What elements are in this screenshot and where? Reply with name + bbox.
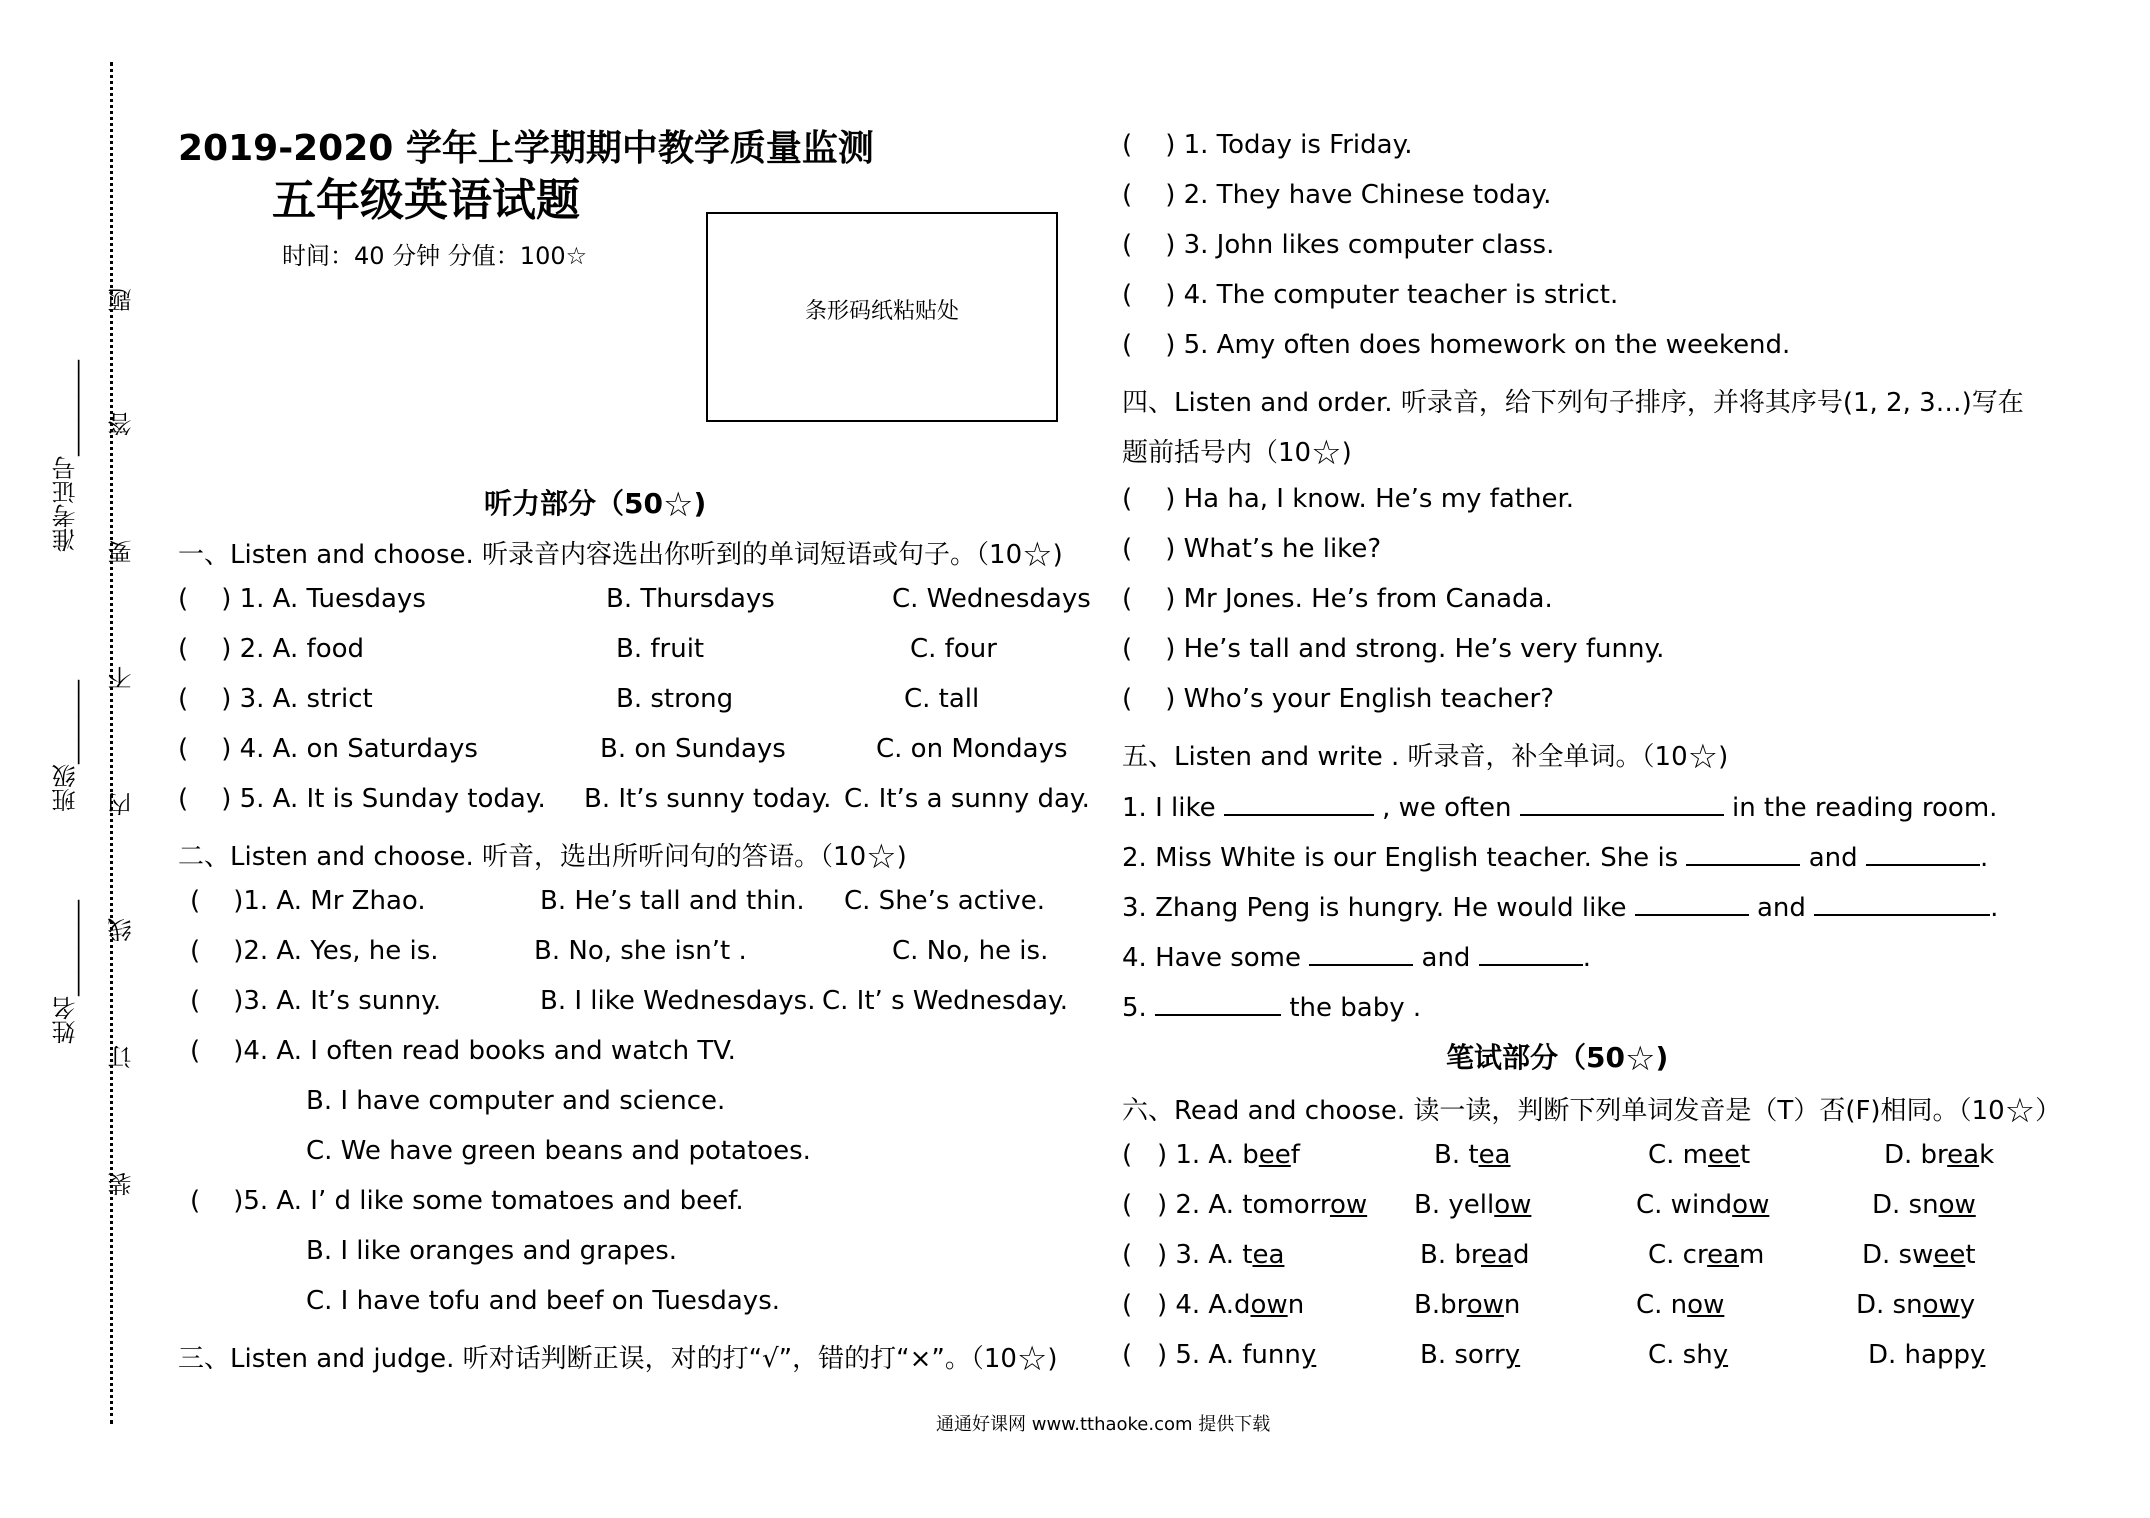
option-b: B. tea (1434, 1140, 1511, 1170)
fill-line-3: 3. Zhang Peng is hungry. He would like and . (1122, 886, 1998, 923)
list-item: ( ) 3. A. strict (178, 684, 373, 714)
star-icon: ☆ (1016, 1339, 1048, 1379)
section5-title: 五、Listen and write . 听录音，补全单词。（10☆) (1122, 737, 1729, 777)
star-icon: ☆ (1022, 535, 1053, 575)
list-item: ( ) Who’s your English teacher? (1122, 684, 1555, 714)
option-b: B. strong (616, 684, 734, 714)
list-item: ( )3. A. It’s sunny. (190, 986, 442, 1016)
binding-dotted-line (110, 62, 113, 1424)
star-icon: ☆ (2004, 1091, 2036, 1131)
star-icon: ☆ (1624, 1039, 1656, 1079)
list-item: ( )4. A. I often read books and watch TV. (190, 1036, 736, 1066)
blank-input[interactable] (1479, 936, 1583, 966)
fill-line-4: 4. Have some and . (1122, 936, 1591, 973)
binding-char: 内 (108, 792, 136, 816)
option-b: B. fruit (616, 634, 705, 664)
section6-title: 六、Read and choose. 读一读，判断下列单词发音是（T）否(F)相同。（10☆） (1122, 1091, 2062, 1131)
exam-subtitle: 五年级英语试题 (272, 175, 580, 226)
blank-input[interactable] (1635, 886, 1749, 916)
list-item: ( ) 2. They have Chinese today. (1122, 180, 1552, 210)
option-c: C. window (1636, 1190, 1770, 1220)
option-c: C. on Mondays (876, 734, 1068, 764)
option-b: B.brown (1414, 1290, 1521, 1320)
option-b: B. I like oranges and grapes. (306, 1236, 678, 1266)
option-c: C. We have green beans and potatoes. (306, 1136, 811, 1166)
star-icon: ☆ (866, 837, 897, 877)
list-item: ( )5. A. I’ d like some tomatoes and beef. (190, 1186, 744, 1216)
option-c: C. I have tofu and beef on Tuesdays. (306, 1286, 781, 1316)
blank-input[interactable] (1866, 836, 1980, 866)
option-d: D. snowy (1856, 1290, 1976, 1320)
list-item: ( ) 4. A. on Saturdays (178, 734, 478, 764)
option-b: B. No, she isn’t . (534, 936, 747, 966)
exam-title: 2019-2020 学年上学期期中教学质量监测 (178, 128, 874, 169)
binding-char: 题 (108, 288, 136, 312)
binding-char: 装 (108, 1172, 136, 1196)
option-b: B. It’s sunny today. (584, 784, 832, 814)
option-b: B. He’s tall and thin. (540, 886, 805, 916)
list-item: ( ) 1. A. beef (1122, 1140, 1300, 1170)
option-b: B. Thursdays (606, 584, 775, 614)
list-item: ( ) What’s he like? (1122, 534, 1382, 564)
option-d: D. snow (1872, 1190, 1976, 1220)
exam-meta: 时间：40 分钟 分值：100☆ (282, 242, 588, 270)
list-item: ( ) He’s tall and strong. He’s very funny. (1122, 634, 1665, 664)
list-item: ( ) Mr Jones. He’s from Canada. (1122, 584, 1553, 614)
list-item: ( ) 1. Today is Friday. (1122, 130, 1413, 160)
option-d: D. happy (1868, 1340, 1986, 1370)
binding-char: 订 (108, 1045, 136, 1069)
class-field: 班级_______ (52, 680, 80, 812)
section4-title: 四、Listen and order. 听录音，给下列句子排序，并将其序号(1, 2, 3…)写在 (1122, 388, 2024, 418)
list-item: ( )2. A. Yes, he is. (190, 936, 439, 966)
option-b: B. I have computer and science. (306, 1086, 726, 1116)
list-item: ( ) 1. A. Tuesdays (178, 584, 426, 614)
blank-input[interactable] (1155, 986, 1281, 1016)
option-c: C. cream (1648, 1240, 1765, 1270)
option-c: C. She’s active. (844, 886, 1046, 916)
option-b: B. on Sundays (600, 734, 786, 764)
list-item: ( ) 5. A. funny (1122, 1340, 1317, 1370)
star-icon: ☆ (1311, 433, 1342, 473)
list-item: ( ) 2. A. tomorrow (1122, 1190, 1368, 1220)
fill-line-2: 2. Miss White is our English teacher. She is and . (1122, 836, 1988, 873)
exam-id-field: 准考证号________ (52, 360, 80, 552)
option-c: C. It’ s Wednesday. (822, 986, 1068, 1016)
listening-section-header: 听力部分（50☆) (484, 485, 707, 525)
blank-input[interactable] (1224, 786, 1374, 816)
star-icon: ☆ (1687, 737, 1719, 777)
list-item: ( ) 2. A. food (178, 634, 365, 664)
binding-char: 线 (108, 918, 136, 942)
barcode-label: 条形码纸粘贴处 (804, 299, 959, 324)
option-c: C. tall (904, 684, 980, 714)
list-item: ( )1. A. Mr Zhao. (190, 886, 426, 916)
option-c: C. four (910, 634, 997, 664)
name-field: 姓名________ (52, 900, 80, 1044)
fill-line-5: 5. the baby . (1122, 986, 1421, 1023)
section4-title-cont: 题前括号内（10☆) (1122, 433, 1352, 473)
option-c: C. No, he is. (892, 936, 1049, 966)
star-icon: ☆ (662, 485, 694, 525)
list-item: ( ) 4. A.down (1122, 1290, 1305, 1320)
section3-title: 三、Listen and judge. 听对话判断正误，对的打“√”，错的打“×”。（10☆) (178, 1339, 1058, 1379)
blank-input[interactable] (1686, 836, 1800, 866)
option-b: B. sorry (1420, 1340, 1521, 1370)
footer-source: 通通好课网 www.tthaoke.com 提供下载 (936, 1414, 1271, 1435)
binding-char: 答 (108, 412, 136, 436)
option-b: B. yellow (1414, 1190, 1532, 1220)
list-item: ( ) 3. A. tea (1122, 1240, 1285, 1270)
list-item: ( ) 4. The computer teacher is strict. (1122, 280, 1619, 310)
blank-input[interactable] (1309, 936, 1413, 966)
option-c: C. shy (1648, 1340, 1729, 1370)
section1-title: 一、Listen and choose. 听录音内容选出你听到的单词短语或句子。（10☆) (178, 535, 1063, 575)
list-item: ( ) Ha ha, I know. He’s my father. (1122, 484, 1575, 514)
barcode-box (706, 212, 1058, 422)
option-b: B. bread (1420, 1240, 1530, 1270)
list-item: ( ) 3. John likes computer class. (1122, 230, 1555, 260)
blank-input[interactable] (1520, 786, 1724, 816)
option-d: D. break (1884, 1140, 1995, 1170)
option-c: C. now (1636, 1290, 1725, 1320)
option-b: B. I like Wednesdays. (540, 986, 816, 1016)
option-c: C. It’s a sunny day. (844, 784, 1090, 814)
written-section-header: 笔试部分（50☆) (1446, 1039, 1669, 1079)
option-c: C. Wednesdays (892, 584, 1091, 614)
section2-title: 二、Listen and choose. 听音，选出所听问句的答语。（10☆) (178, 837, 907, 877)
binding-char: 不 (108, 666, 136, 690)
option-c: C. meet (1648, 1140, 1751, 1170)
list-item: ( ) 5. A. It is Sunday today. (178, 784, 546, 814)
blank-input[interactable] (1814, 886, 1990, 916)
binding-char: 要 (108, 540, 136, 564)
option-d: D. sweet (1862, 1240, 1976, 1270)
list-item: ( ) 5. Amy often does homework on the weekend. (1122, 330, 1791, 360)
fill-line-1: 1. I like , we often in the reading room. (1122, 786, 1997, 823)
